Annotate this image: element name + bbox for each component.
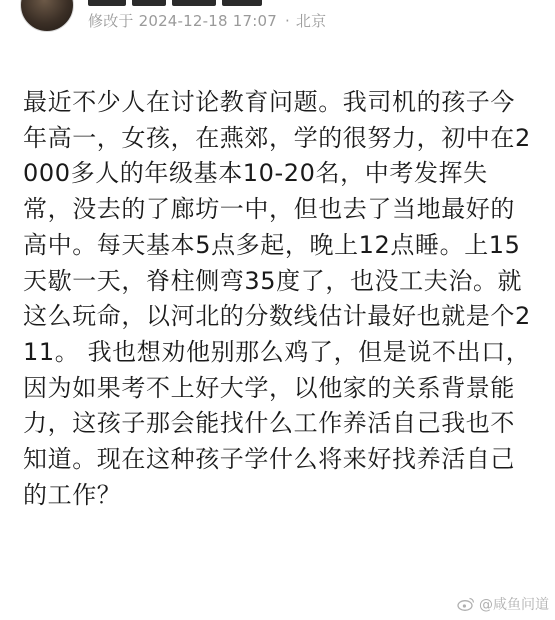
weibo-icon <box>457 597 475 611</box>
watermark <box>457 594 549 614</box>
watermark-text: @咸鱼问道 <box>479 597 549 613</box>
post-body: 最近不少人在讨论教育问题。我司机的孩子今年高一，女孩，在燕郊，学的很努力，初中在2000多人的年级基本10-20名，中考发挥失常，没去的了廊坊一中，但也去了当地最好的高中。每天基本5点多起，晚上12点睡。上15天歇一天，脊柱侧弯35度了，也没工夫治。就这么玩命，以河北的分数线估计最好也就是个211。 我也想劝他别那么鸡了，但是说不出口，因为如果考不上好大学，以他家的关系背景能力，这孩子那会能找什么工作养活自己我也不知道。现在这种孩子学什么将来好找养活自己的工作？ <box>23 88 531 509</box>
post-meta <box>88 10 326 31</box>
post-timestamp: 2024-12-18 17:07 <box>138 12 277 30</box>
post-location: 北京 <box>295 12 327 30</box>
avatar[interactable] <box>20 0 74 32</box>
meta-separator: · <box>284 12 290 30</box>
username-obscured <box>88 0 262 8</box>
edited-label: 修改于 <box>88 12 134 30</box>
